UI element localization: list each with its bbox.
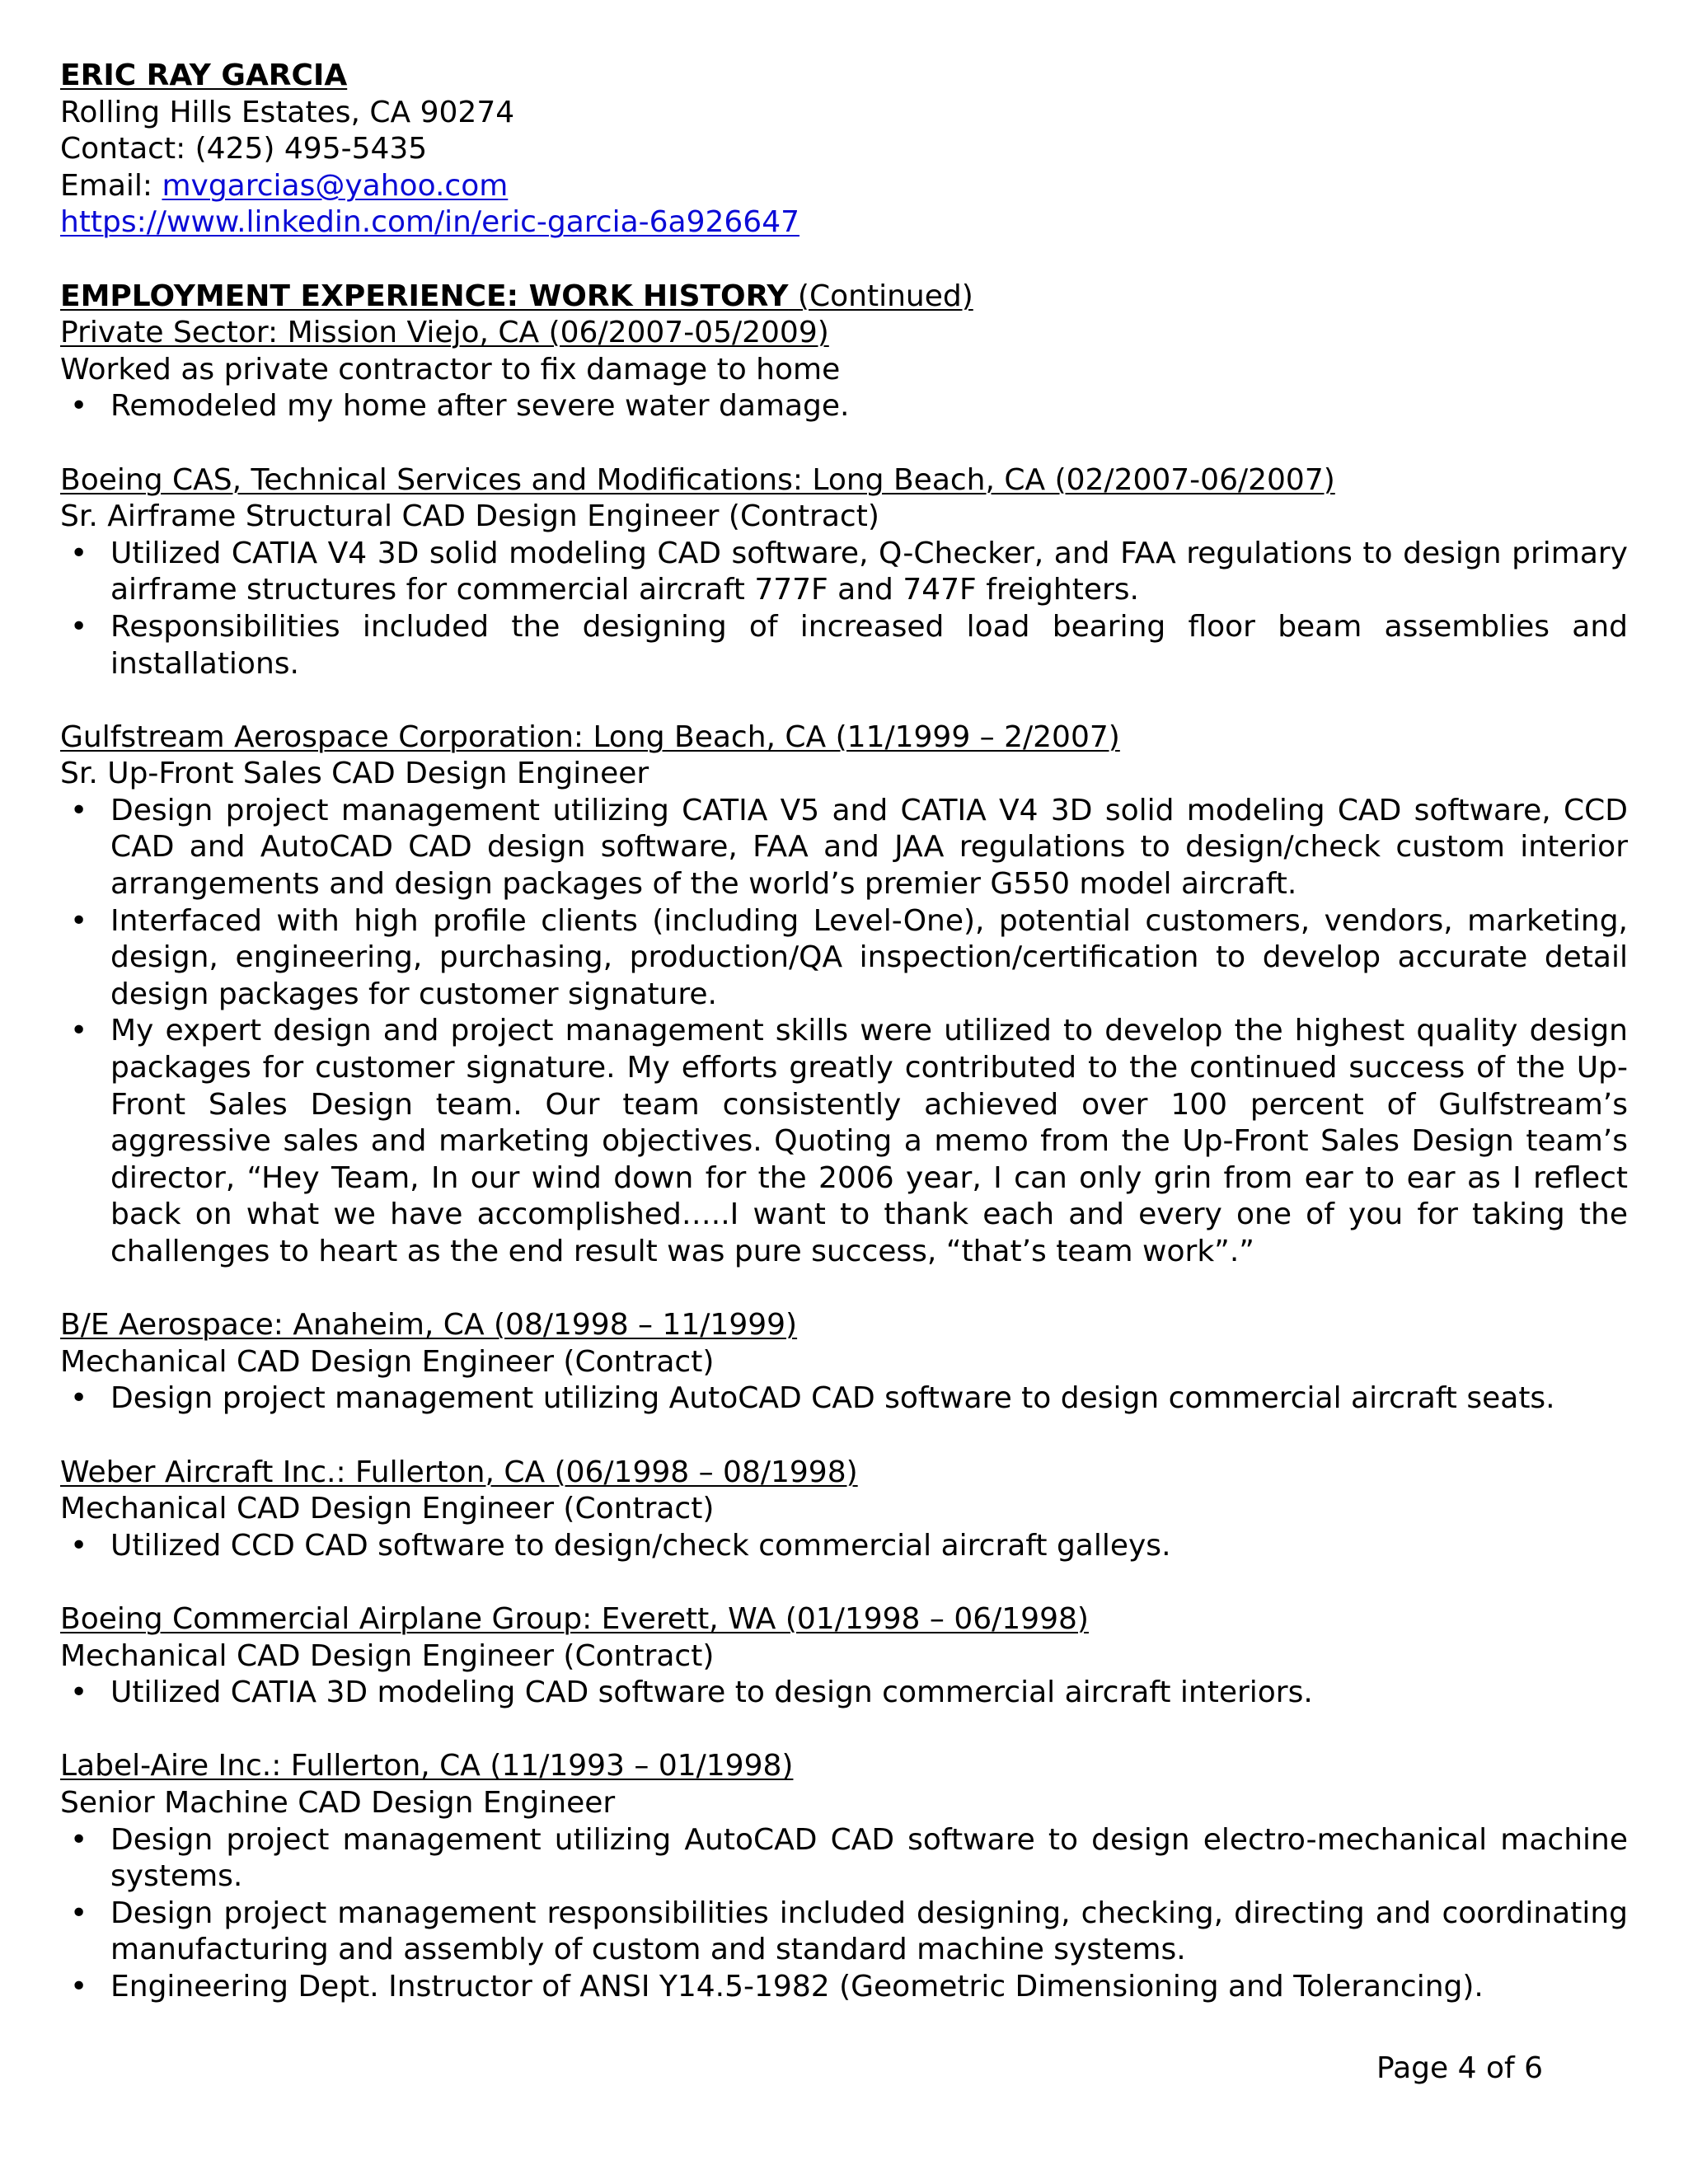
job-heading: Boeing CAS, Technical Services and Modifications: Long Beach, CA (02/2007-06/2007) bbox=[60, 462, 1335, 497]
job-heading: B/E Aerospace: Anaheim, CA (08/1998 – 11/1999) bbox=[60, 1308, 798, 1343]
job-bullet: • Design project management utilizing CATIA V5 and CATIA V4 3D solid modeling CAD software, CCD CAD and AutoCAD CAD design software, FAA and JAA regulations to design/check custom interior arrangements and design packages of the world’s premier G550 model aircraft. bbox=[60, 793, 1628, 903]
job-entry bbox=[60, 1601, 1628, 1712]
job-bullet: • Design project management responsibilities included designing, checking, directing and coordinating manufacturing and assembly of custom and standard machine systems. bbox=[60, 1896, 1628, 1969]
job-bullets bbox=[60, 793, 1628, 1271]
job-entry bbox=[60, 462, 1628, 683]
resume-content bbox=[60, 58, 1628, 2005]
job-bullets bbox=[60, 1822, 1628, 2006]
spacer bbox=[60, 1712, 1628, 1749]
job-entry bbox=[60, 719, 1628, 1271]
job-bullets bbox=[60, 1528, 1628, 1565]
job-bullet: • Engineering Dept. Instructor of ANSI Y14.5-1982 (Geometric Dimensioning and Tolerancing). bbox=[60, 1969, 1628, 2006]
job-bullets bbox=[60, 388, 1628, 425]
job-bullet: • Remodeled my home after severe water damage. bbox=[60, 388, 1628, 425]
job-title: Mechanical CAD Design Engineer (Contract) bbox=[60, 1344, 715, 1379]
spacer bbox=[60, 1564, 1628, 1601]
address: Rolling Hills Estates, CA 90274 bbox=[60, 95, 515, 129]
linkedin-link[interactable]: https://www.linkedin.com/in/eric-garcia-6a926647 bbox=[60, 205, 800, 240]
job-bullets bbox=[60, 536, 1628, 682]
spacer bbox=[60, 425, 1628, 462]
email-link[interactable]: mvgarcias@yahoo.com bbox=[162, 168, 509, 203]
candidate-name: ERIC RAY GARCIA bbox=[60, 59, 348, 92]
job-heading: Boeing Commercial Airplane Group: Everett, WA (01/1998 – 06/1998) bbox=[60, 1601, 1089, 1636]
job-bullet: • Responsibilities included the designing of increased load bearing floor beam assemblies and installations. bbox=[60, 609, 1628, 682]
job-title: Sr. Up-Front Sales CAD Design Engineer bbox=[60, 757, 649, 791]
job-bullet: • Interfaced with high profile clients (including Level-One), potential customers, vendors, marketing, design, engineering, purchasing, production/QA inspection/certification to develop accurate detail design packages for customer signature. bbox=[60, 903, 1628, 1014]
job-title: Mechanical CAD Design Engineer (Contract) bbox=[60, 1492, 715, 1526]
email-label: Email: bbox=[60, 168, 162, 203]
job-heading: Weber Aircraft Inc.: Fullerton, CA (06/1998 – 08/1998) bbox=[60, 1455, 858, 1489]
job-entry bbox=[60, 1307, 1628, 1418]
job-bullet: • Design project management utilizing AutoCAD CAD software to design commercial aircraft seats. bbox=[60, 1380, 1628, 1418]
section-heading bbox=[60, 279, 1628, 316]
job-bullet: • Utilized CATIA V4 3D solid modeling CAD software, Q-Checker, and FAA regulations to design primary airframe structures for commercial aircraft 777F and 747F freighters. bbox=[60, 536, 1628, 609]
section-title-suffix: (Continued) bbox=[788, 279, 973, 313]
job-title: Sr. Airframe Structural CAD Design Engineer (Contract) bbox=[60, 499, 879, 534]
job-title: Senior Machine CAD Design Engineer bbox=[60, 1785, 616, 1820]
job-bullet: • Utilized CCD CAD software to design/check commercial aircraft galleys. bbox=[60, 1528, 1628, 1565]
job-heading: Gulfstream Aerospace Corporation: Long Beach, CA (11/1999 – 2/2007) bbox=[60, 719, 1120, 754]
job-heading: Private Sector: Mission Viejo, CA (06/2007-05/2009) bbox=[60, 316, 829, 350]
job-bullet: • Design project management utilizing AutoCAD CAD software to design electro-mechanical machine systems. bbox=[60, 1822, 1628, 1896]
section-title: EMPLOYMENT EXPERIENCE: WORK HISTORY bbox=[60, 279, 789, 313]
job-entry bbox=[60, 315, 1628, 425]
linkedin-line bbox=[60, 204, 1628, 241]
job-title: Worked as private contractor to fix damage to home bbox=[60, 352, 841, 387]
spacer bbox=[60, 1271, 1628, 1308]
spacer bbox=[60, 1418, 1628, 1455]
job-title: Mechanical CAD Design Engineer (Contract) bbox=[60, 1638, 715, 1673]
contact-phone: Contact: (425) 495-5435 bbox=[60, 132, 428, 166]
job-bullets bbox=[60, 1675, 1628, 1712]
spacer bbox=[60, 682, 1628, 719]
job-entry bbox=[60, 1455, 1628, 1565]
job-bullet: • My expert design and project management skills were utilized to develop the highest quality design packages for customer signature. My efforts greatly contributed to the continued success of the Up-Front Sales Design team. Our team consistently achieved over 100 percent of Gulfstream’s aggressive sales and marketing objectives. Quoting a memo from the Up-Front Sales Design team’s director, “Hey Team, In our wind down for the 2006 year, I can only grin from ear to ear as I reflect back on what we have accomplished…..I want to thank each and every one of you for taking the challenges to heart as the end result was pure success, “that’s team work”.” bbox=[60, 1013, 1628, 1270]
email-line bbox=[60, 168, 1628, 205]
spacer bbox=[60, 241, 1628, 279]
job-bullets bbox=[60, 1380, 1628, 1418]
job-heading: Label-Aire Inc.: Fullerton, CA (11/1993 – 01/1998) bbox=[60, 1749, 794, 1783]
job-entry bbox=[60, 1748, 1628, 2005]
page-number: Page 4 of 6 bbox=[1376, 2051, 1543, 2085]
job-bullet: • Utilized CATIA 3D modeling CAD software to design commercial aircraft interiors. bbox=[60, 1675, 1628, 1712]
